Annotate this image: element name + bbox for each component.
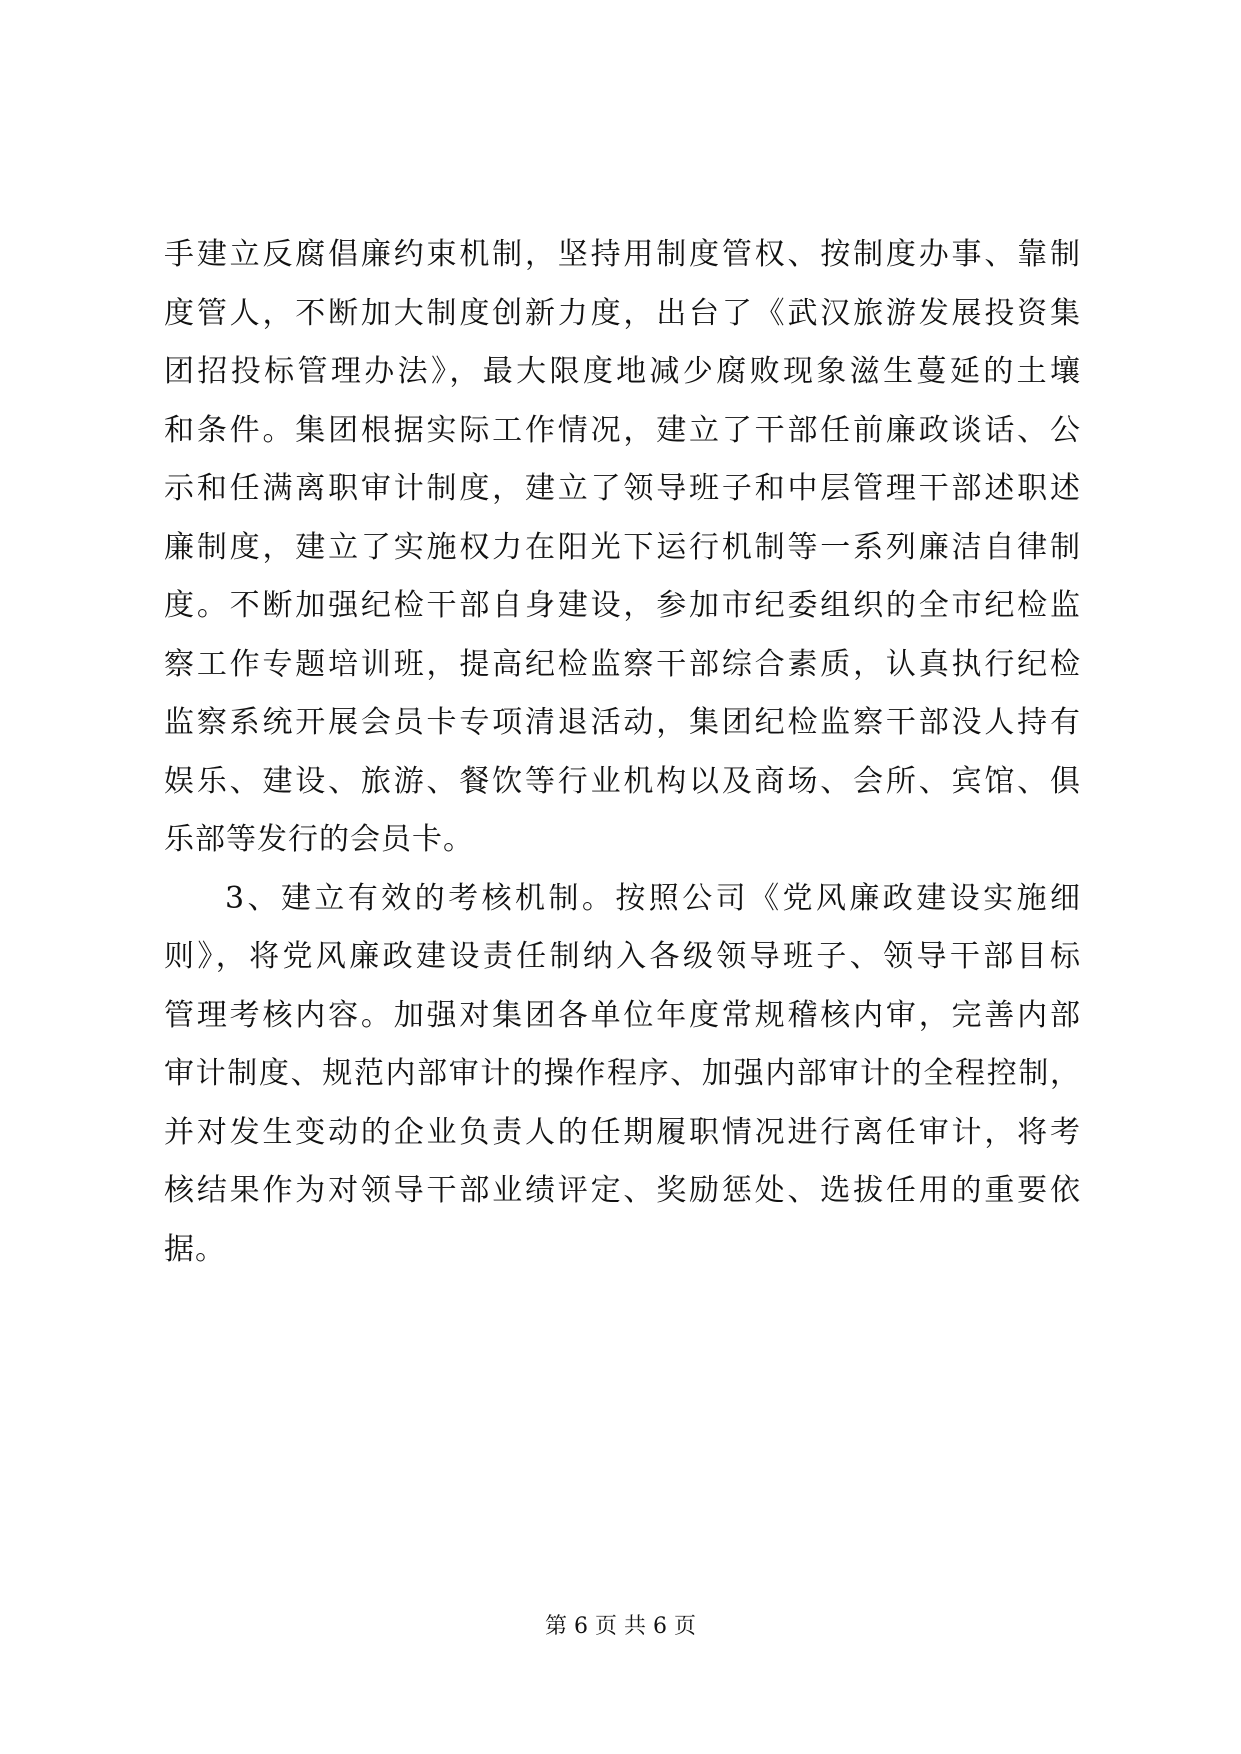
paragraph-line: 娱乐、建设、旅游、餐饮等行业机构以及商场、会所、宾馆、俱 <box>164 763 1081 799</box>
paragraph-line: 监察系统开展会员卡专项清退活动，集团纪检监察干部没人持有 <box>164 705 1081 740</box>
paragraph-line: 则》，将党风廉政建设责任制纳入各级领导班子、领导干部目标 <box>164 939 1081 974</box>
paragraph-line: 度管人，不断加大制度创新力度，出台了《武汉旅游发展投资集 <box>164 295 1081 331</box>
paragraph-line: 3、建立有效的考核机制。按照公司《党风廉政建设实施细 <box>225 880 1081 916</box>
paragraph-line: 廉制度，建立了实施权力在阳光下运行机制等一系列廉洁自律制 <box>164 529 1081 565</box>
paragraph-line: 管理考核内容。加强对集团各单位年度常规稽核内审，完善内部 <box>164 997 1081 1033</box>
paragraph-1 <box>164 226 1081 870</box>
page-number-footer: 第 6 页 共 6 页 <box>545 1614 696 1639</box>
paragraph-line: 团招投标管理办法》，最大限度地减少腐败现象滋生蔓延的土壤 <box>164 354 1081 389</box>
paragraph-2 <box>164 870 1081 1280</box>
paragraph-line: 核结果作为对领导干部业绩评定、奖励惩处、选拔任用的重要依 <box>164 1173 1081 1208</box>
paragraph-line: 并对发生变动的企业负责人的任期履职情况进行离任审计，将考 <box>164 1114 1081 1150</box>
paragraph-line: 察工作专题培训班，提高纪检监察干部综合素质，认真执行纪检 <box>164 646 1081 682</box>
paragraph-line: 据。 <box>164 1231 226 1267</box>
paragraph-line: 乐部等发行的会员卡。 <box>164 822 474 857</box>
paragraph-line: 审计制度、规范内部审计的操作程序、加强内部审计的全程控制， <box>164 1056 1081 1091</box>
paragraph-line: 和条件。集团根据实际工作情况，建立了干部任前廉政谈话、公 <box>164 412 1081 448</box>
paragraph-line: 示和任满离职审计制度，建立了领导班子和中层管理干部述职述 <box>164 471 1081 506</box>
paragraph-line: 手建立反腐倡廉约束机制，坚持用制度管权、按制度办事、靠制 <box>164 237 1081 272</box>
body-text <box>164 226 1081 1279</box>
paragraph-line: 度。不断加强纪检干部自身建设，参加市纪委组织的全市纪检监 <box>164 588 1081 623</box>
